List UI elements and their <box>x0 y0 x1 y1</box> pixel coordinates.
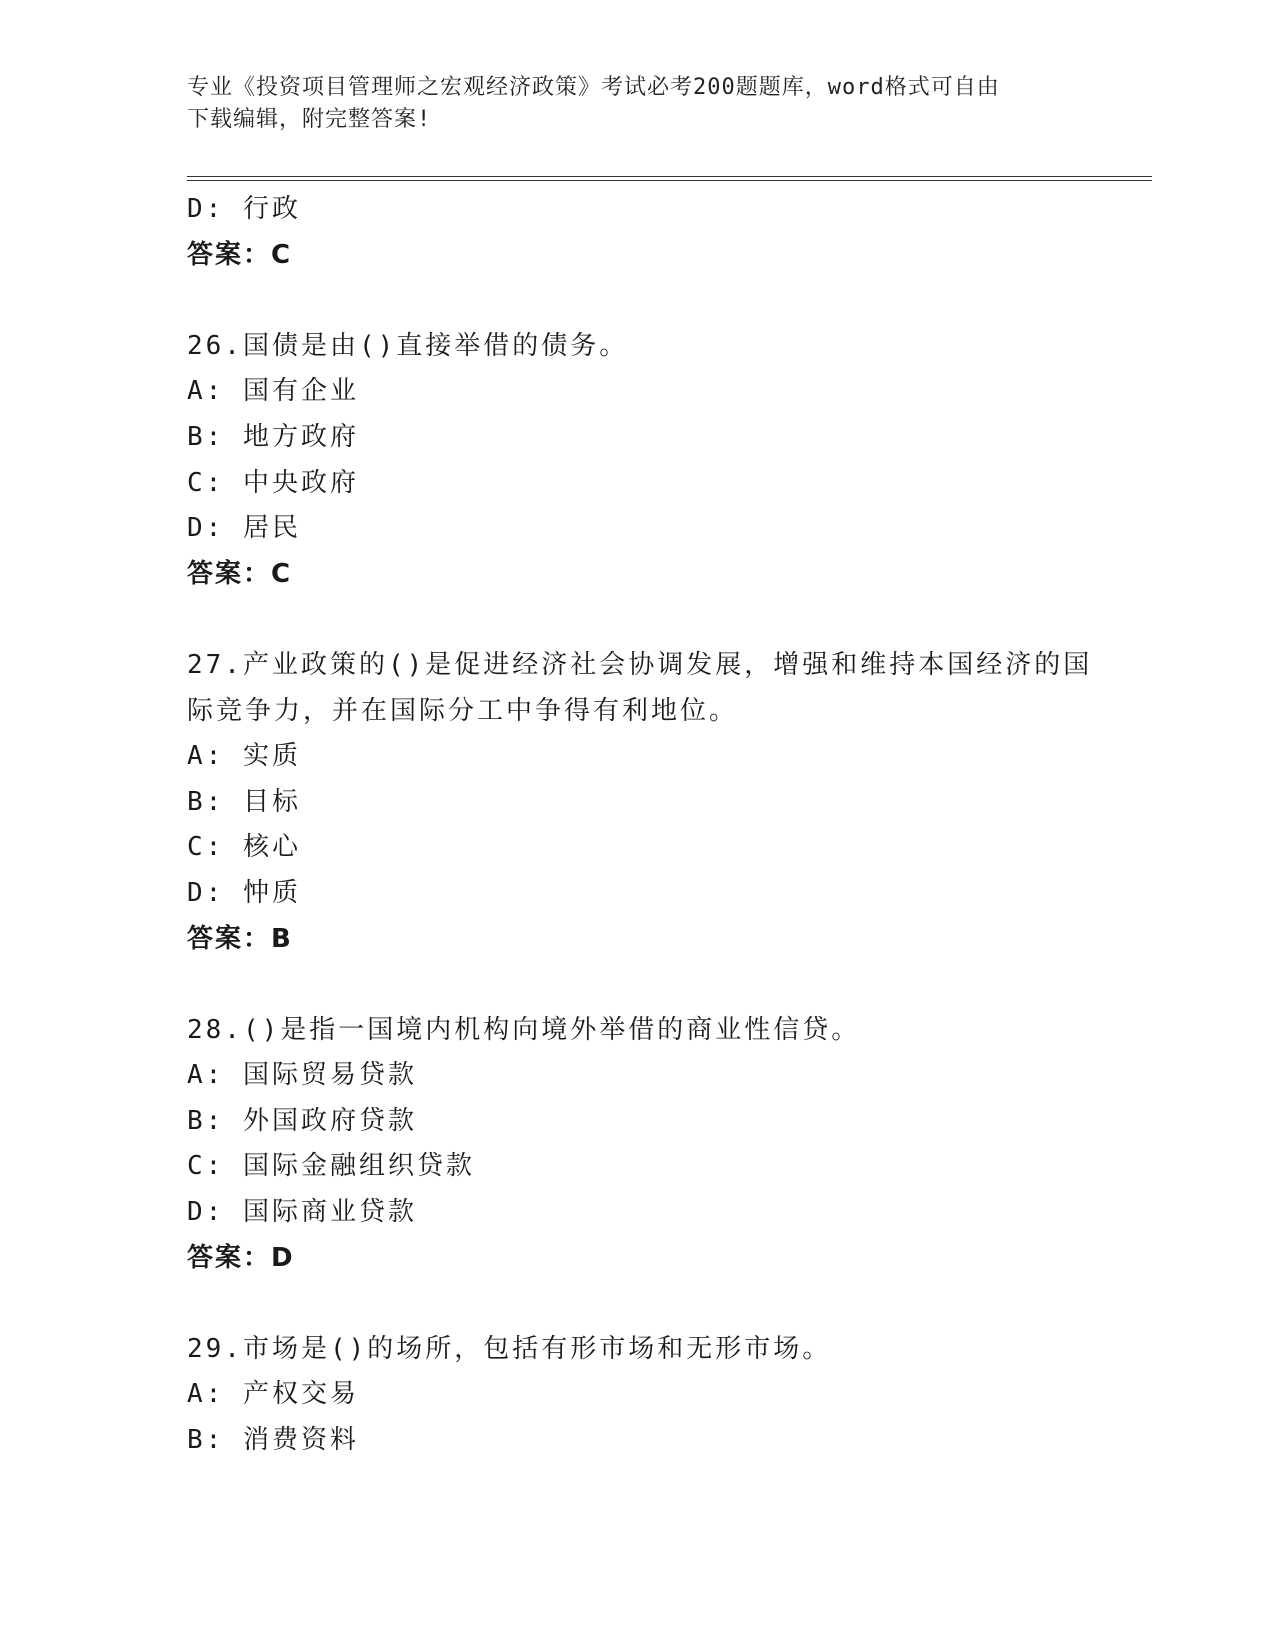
question-stem: 26.国债是由()直接举借的债务。 <box>187 330 629 361</box>
question-27 <box>187 643 1107 962</box>
question-stem-continued: 际竞争力，并在国际分工中争得有利地位。 <box>187 695 739 726</box>
spacer <box>187 1281 1107 1327</box>
option-a: A: 国际贸易贷款 <box>187 1060 417 1091</box>
question-29 <box>187 1327 1107 1464</box>
spacer <box>187 278 1107 324</box>
answer-line: 答案：C <box>187 239 293 270</box>
question-28 <box>187 1008 1107 1282</box>
option-a: A: 产权交易 <box>187 1379 359 1410</box>
option-d: D: 居民 <box>187 513 301 544</box>
answer-line: 答案：D <box>187 1242 295 1273</box>
option-c: C: 国际金融组织贷款 <box>187 1151 475 1182</box>
option-b: B: 目标 <box>187 786 301 817</box>
question-26 <box>187 324 1107 598</box>
option-b: B: 外国政府贷款 <box>187 1105 417 1136</box>
question-stem: 27.产业政策的()是促进经济社会协调发展，增强和维持本国经济的国 <box>187 649 1093 680</box>
option-a: A: 实质 <box>187 741 301 772</box>
option-d: D: 国际商业贷款 <box>187 1197 417 1228</box>
header-divider <box>187 176 1152 181</box>
option-c: C: 中央政府 <box>187 467 359 498</box>
question-stem: 29.市场是()的场所，包括有形市场和无形市场。 <box>187 1333 832 1364</box>
question-stem: 28.()是指一国境内机构向境外举借的商业性信贷。 <box>187 1014 861 1045</box>
spacer <box>187 597 1107 643</box>
option-d: D: 行政 <box>187 194 301 224</box>
answer-line: 答案：B <box>187 923 293 954</box>
option-c: C: 核心 <box>187 832 301 863</box>
header-title-line-2: 下载编辑，附完整答案! <box>187 107 432 132</box>
spacer <box>187 962 1107 1008</box>
option-a: A: 国有企业 <box>187 376 359 407</box>
option-d: D: 忡质 <box>187 877 301 908</box>
question-list <box>187 187 1107 1464</box>
answer-line: 答案：C <box>187 558 293 589</box>
header-title-line-1: 专业《投资项目管理师之宏观经济政策》考试必考200题题库，word格式可自由 <box>187 75 1000 100</box>
document-header <box>187 72 1077 136</box>
option-b: B: 消费资料 <box>187 1425 359 1456</box>
option-b: B: 地方政府 <box>187 421 359 452</box>
